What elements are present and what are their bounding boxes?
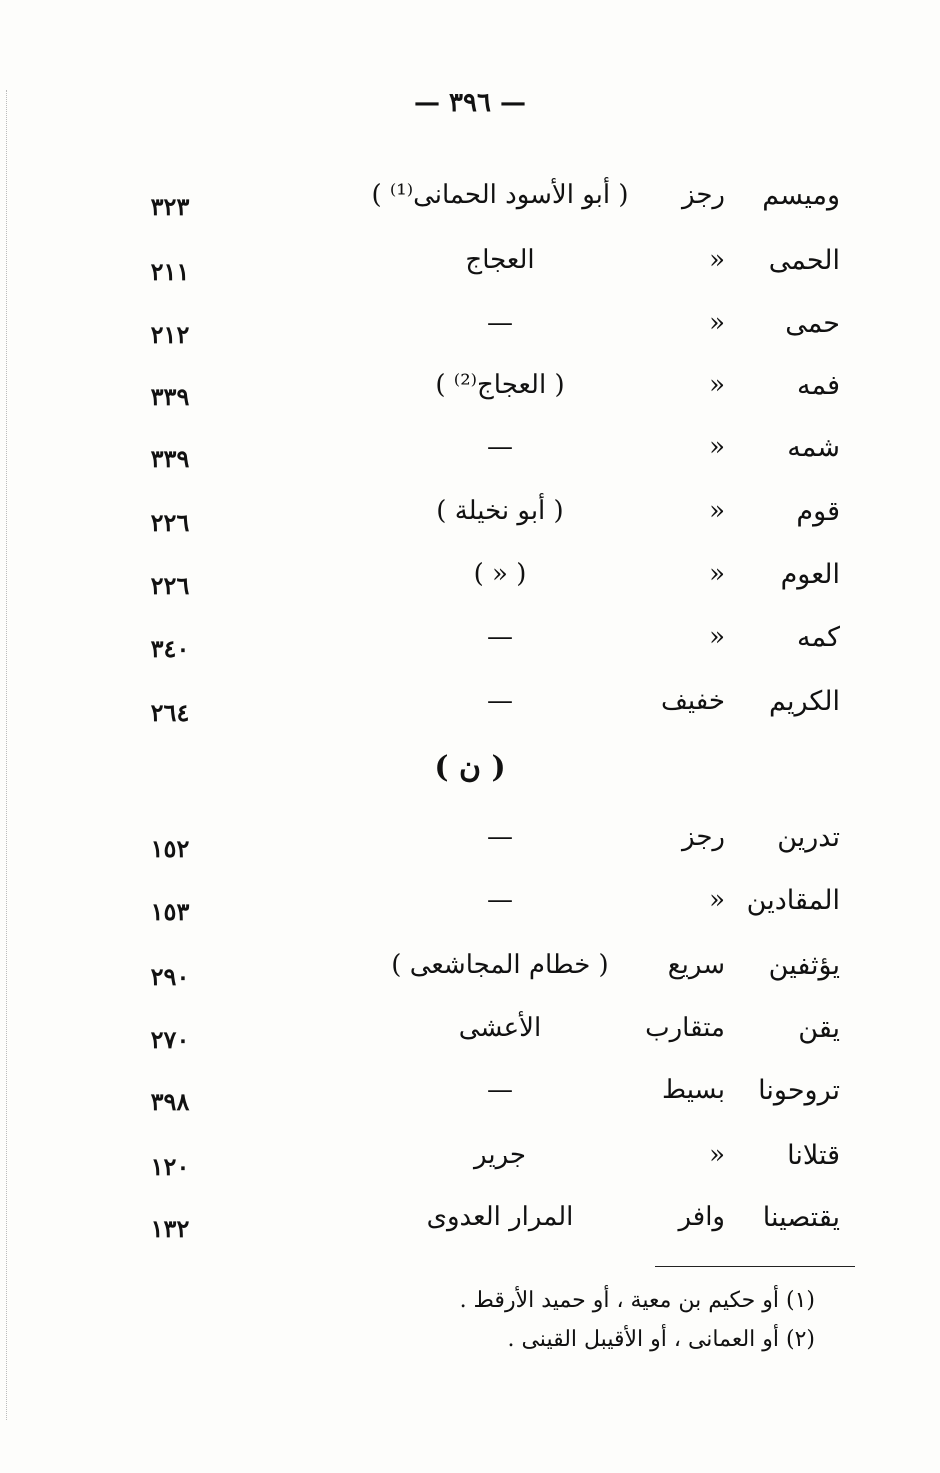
poet: — — [487, 432, 513, 462]
meter: سريع — [667, 950, 725, 980]
poet: العجاج — [465, 245, 535, 275]
meter: « — [709, 1140, 725, 1170]
meter: « — [709, 245, 725, 275]
poet: ( أبو نخيلة ) — [436, 496, 564, 526]
rhyme-word: المقادين — [746, 885, 840, 916]
meter: وافر — [678, 1202, 725, 1232]
meter: « — [709, 370, 725, 400]
meter: بسيط — [662, 1075, 725, 1105]
rhyme-word: قتلانا — [787, 1140, 840, 1171]
meter: « — [709, 308, 725, 338]
index-row — [0, 950, 940, 990]
page-ref: ٢٩٠ — [150, 962, 190, 991]
index-row — [0, 245, 940, 285]
poet: جرير — [474, 1140, 526, 1170]
rhyme-word: الحمى — [768, 245, 840, 276]
page-ref: ٢٢٦ — [150, 508, 190, 537]
index-row — [0, 1202, 940, 1242]
meter: « — [709, 432, 725, 462]
page-number: — ٣٩٦ — — [413, 88, 527, 118]
meter: خفيف — [661, 686, 725, 716]
footnote: (١) أو حكيم بن معية ، أو حميد الأرقط . — [459, 1288, 815, 1313]
meter: « — [709, 885, 725, 915]
page-ref: ٢٢٦ — [150, 571, 190, 600]
index-row — [0, 885, 940, 925]
index-row — [0, 1140, 940, 1180]
poet: — — [487, 308, 513, 338]
rhyme-word: الكريم — [768, 686, 840, 717]
meter: متقارب — [645, 1013, 725, 1043]
page-ref: ١٣٢ — [150, 1214, 190, 1243]
page-ref: ١٥٢ — [150, 834, 190, 863]
poet: — — [487, 885, 513, 915]
rhyme-word: يؤثفين — [768, 950, 840, 981]
page-ref: ٣٣٩ — [150, 444, 190, 473]
meter: « — [709, 622, 725, 652]
index-row — [0, 432, 940, 472]
rhyme-word: قوم — [796, 496, 840, 527]
index-row — [0, 180, 940, 220]
rhyme-word: تدرين — [777, 822, 840, 853]
page-ref: ٣٩٨ — [150, 1087, 190, 1116]
rhyme-word: كمه — [797, 622, 840, 653]
index-row — [0, 559, 940, 599]
poet: — — [487, 622, 513, 652]
poet: ( العجاج⁽²⁾ ) — [435, 370, 565, 400]
index-row — [0, 370, 940, 410]
page-ref: ٢٦٤ — [150, 698, 190, 727]
rhyme-word: يقن — [798, 1013, 840, 1044]
rhyme-word: العوم — [780, 559, 840, 590]
rhyme-word: فمه — [797, 370, 840, 401]
page-ref: ١٢٠ — [150, 1152, 190, 1181]
poet: — — [487, 1075, 513, 1105]
page-ref: ٣٣٩ — [150, 382, 190, 411]
page-ref: ٣٤٠ — [150, 634, 190, 663]
poet: ( « ) — [473, 559, 527, 589]
index-row — [0, 686, 940, 726]
index-row — [0, 822, 940, 862]
index-row — [0, 496, 940, 536]
page-ref: ٣٢٣ — [150, 192, 190, 221]
rhyme-word: شمه — [787, 432, 840, 463]
poet: ( خطام المجاشعى ) — [391, 950, 609, 980]
poet: — — [487, 686, 513, 716]
poet: — — [487, 822, 513, 852]
index-row — [0, 308, 940, 348]
meter: رجز — [682, 822, 725, 852]
poet: الأعشى — [458, 1013, 542, 1043]
page-ref: ١٥٣ — [150, 897, 190, 926]
poet: ( أبو الأسود الحمانى⁽¹⁾ ) — [371, 180, 629, 210]
section-heading: ( ن ) — [434, 750, 506, 785]
meter: « — [709, 496, 725, 526]
index-row — [0, 1013, 940, 1053]
meter: « — [709, 559, 725, 589]
index-row — [0, 622, 940, 662]
rhyme-word: وميسم — [762, 180, 840, 211]
page-ref: ٢٧٠ — [150, 1025, 190, 1054]
page-ref: ٢١١ — [150, 257, 190, 286]
index-row — [0, 1075, 940, 1115]
rhyme-word: تروحونا — [758, 1075, 840, 1106]
rhyme-word: يقتصينا — [762, 1202, 840, 1233]
footnote-rule — [655, 1266, 855, 1267]
rhyme-word: حمى — [785, 308, 840, 339]
footnote: (٢) أو العمانى ، أو الأقيبل القينى . — [507, 1327, 815, 1352]
meter: رجز — [682, 180, 725, 210]
page-ref: ٢١٢ — [150, 320, 190, 349]
poet: المرار العدوى — [426, 1202, 574, 1232]
